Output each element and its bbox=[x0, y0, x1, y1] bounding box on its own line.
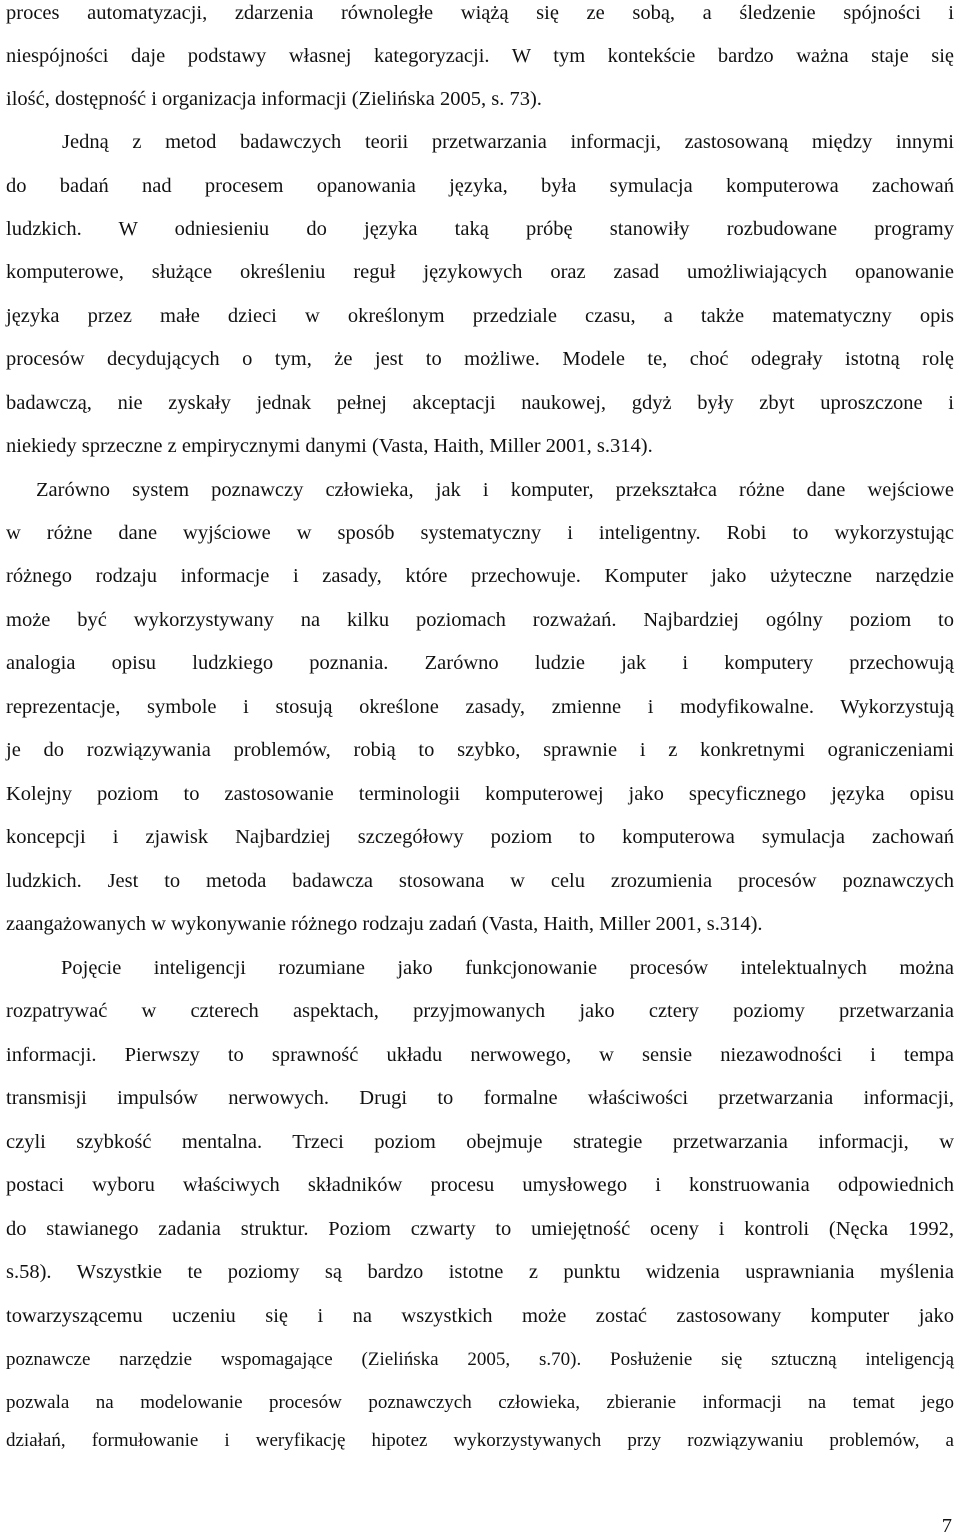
text-line: niespójności daje podstawy własnej kategoryzacji. W tym kontekście bardzo ważna staje się bbox=[6, 45, 954, 67]
text-line: postaci wyboru właściwych składników procesu umysłowego i konstruowania odpowiednich bbox=[6, 1174, 954, 1196]
text-line: może być wykorzystywany na kilku poziomach rozważań. Najbardziej ogólny poziom to bbox=[6, 609, 954, 631]
text-line: transmisji impulsów nerwowych. Drugi to formalne właściwości przetwarzania informacji, bbox=[6, 1087, 954, 1109]
text-line: ludzkich. W odniesieniu do języka taką próbę stanowiły rozbudowane programy bbox=[6, 218, 954, 240]
text-line: je do rozwiązywania problemów, robią to szybko, sprawnie i z konkretnymi ograniczeniami bbox=[6, 739, 954, 761]
text-line: zaangażowanych w wykonywanie różnego rodzaju zadań (Vasta, Haith, Miller 2001, s.314). bbox=[6, 913, 763, 935]
text-line: Kolejny poziom to zastosowanie terminologii komputerowej jako specyficznego języka opisu bbox=[6, 783, 954, 805]
text-line: badawczą, nie zyskały jednak pełnej akceptacji naukowej, gdyż były zbyt uproszczone i bbox=[6, 392, 954, 414]
text-line: rozpatrywać w czterech aspektach, przyjmowanych jako cztery poziomy przetwarzania bbox=[6, 1000, 954, 1022]
text-line: komputerowe, służące określeniu reguł językowych oraz zasad umożliwiających opanowanie bbox=[6, 261, 954, 283]
text-line: koncepcji i zjawisk Najbardziej szczegółowy poziom to komputerowa symulacja zachowań bbox=[6, 826, 954, 848]
text-line: do stawianego zadania struktur. Poziom czwarty to umiejętność oceny i kontroli (Nęcka 1992, bbox=[6, 1218, 954, 1240]
text-line: pozwala na modelowanie procesów poznawczych człowieka, zbieranie informacji na temat jego bbox=[6, 1392, 954, 1413]
text-line: czyli szybkość mentalna. Trzeci poziom obejmuje strategie przetwarzania informacji, w bbox=[6, 1131, 954, 1153]
text-line: języka przez małe dzieci w określonym przedziale czasu, a także matematyczny opis bbox=[6, 305, 954, 327]
text-line: ilość, dostępność i organizacja informacji (Zielińska 2005, s. 73). bbox=[6, 88, 542, 110]
text-line: Jedną z metod badawczych teorii przetwarzania informacji, zastosowaną między innymi bbox=[62, 131, 954, 153]
text-line: procesów decydujących o tym, że jest to możliwe. Modele te, choć odegrały istotną rolę bbox=[6, 348, 954, 370]
text-line: w różne dane wyjściowe w sposób systematyczny i inteligentny. Robi to wykorzystując bbox=[6, 522, 954, 544]
text-line: Zarówno system poznawczy człowieka, jak i komputer, przekształca różne dane wejściowe bbox=[36, 479, 954, 501]
text-line: poznawcze narzędzie wspomagające (Zielińska 2005, s.70). Posłużenie się sztuczną inteligencją bbox=[6, 1349, 954, 1370]
text-line: analogia opisu ludzkiego poznania. Zarówno ludzie jak i komputery przechowują bbox=[6, 652, 954, 674]
text-line: towarzyszącemu uczeniu się i na wszystkich może zostać zastosowany komputer jako bbox=[6, 1305, 954, 1327]
text-line: s.58). Wszystkie te poziomy są bardzo istotne z punktu widzenia usprawniania myślenia bbox=[6, 1261, 954, 1283]
text-line: niekiedy sprzeczne z empirycznymi danymi (Vasta, Haith, Miller 2001, s.314). bbox=[6, 435, 653, 457]
text-line: informacji. Pierwszy to sprawność układu nerwowego, w sensie niezawodności i tempa bbox=[6, 1044, 954, 1066]
page-number: 7 bbox=[941, 1515, 952, 1537]
text-line: proces automatyzacji, zdarzenia równoległe wiążą się ze sobą, a śledzenie spójności i bbox=[6, 2, 954, 24]
text-line: reprezentacje, symbole i stosują określone zasady, zmienne i modyfikowalne. Wykorzystują bbox=[6, 696, 954, 718]
text-line: Pojęcie inteligencji rozumiane jako funkcjonowanie procesów intelektualnych można bbox=[61, 957, 954, 979]
text-line: ludzkich. Jest to metoda badawcza stosowana w celu zrozumienia procesów poznawczych bbox=[6, 870, 954, 892]
text-line: różnego rodzaju informacje i zasady, które przechowuje. Komputer jako użyteczne narzędzie bbox=[6, 565, 954, 587]
text-line: działań, formułowanie i weryfikację hipotez wykorzystywanych przy rozwiązywaniu problemów, a bbox=[6, 1430, 954, 1451]
text-line: do badań nad procesem opanowania języka, była symulacja komputerowa zachowań bbox=[6, 175, 954, 197]
